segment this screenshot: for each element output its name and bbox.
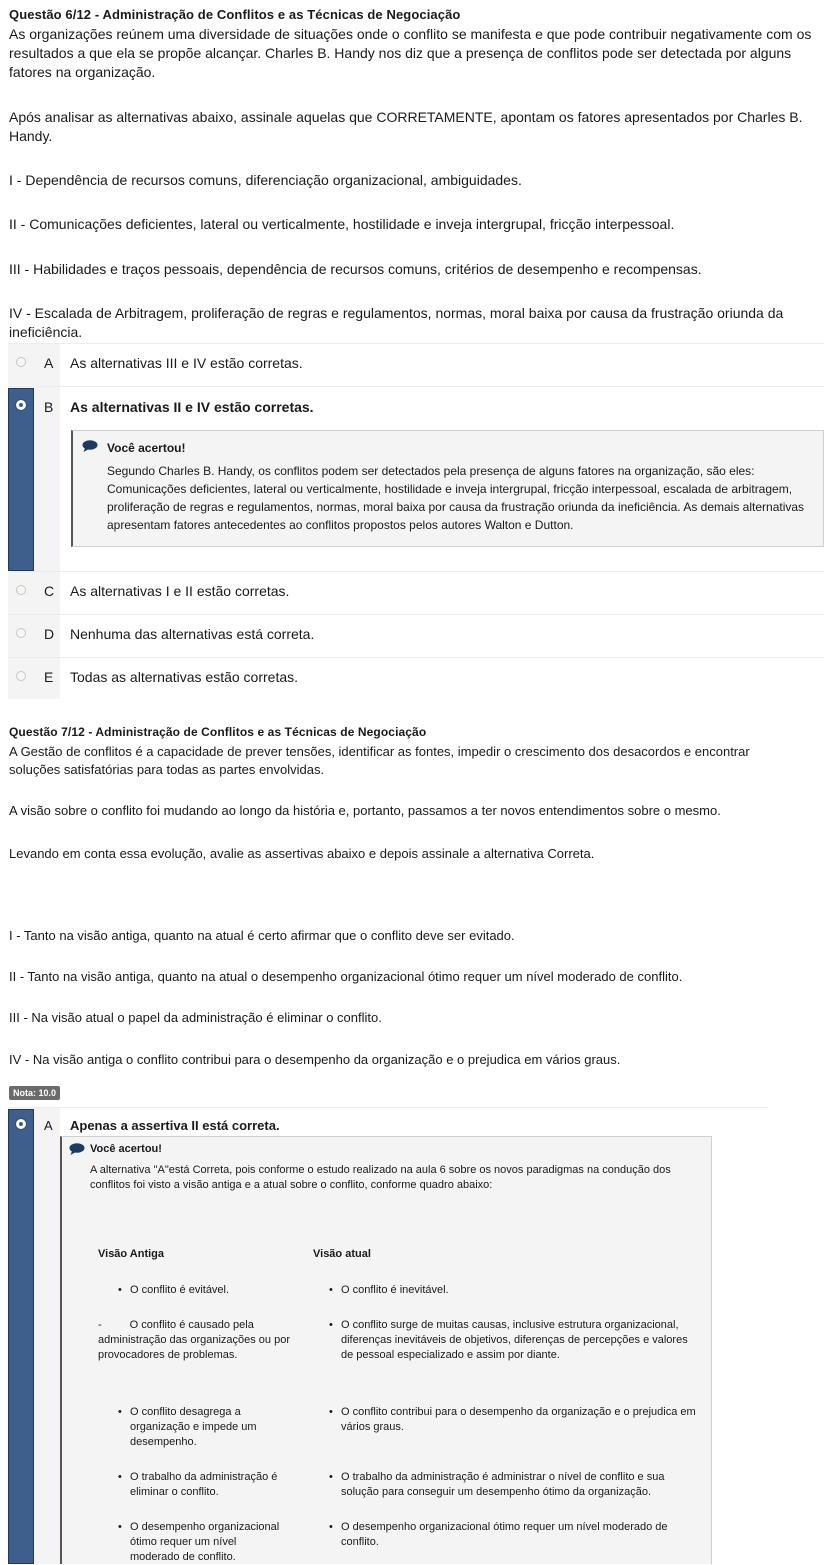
option-a[interactable] bbox=[8, 343, 824, 387]
q7-option-a-letter: A bbox=[44, 1118, 53, 1133]
speech-bubble-icon bbox=[82, 440, 98, 452]
option-b[interactable] bbox=[8, 386, 824, 572]
option-e-letter: E bbox=[44, 669, 54, 685]
q7-feedback-box bbox=[60, 1136, 712, 1564]
option-a-letter: A bbox=[44, 355, 54, 371]
option-b-letter: B bbox=[44, 399, 54, 415]
option-e-text: Todas as alternativas estão corretas. bbox=[70, 669, 299, 685]
assertion-iv: IV - Escalada de Arbitragem, proliferação de regras e regulamentos, normas, moral baixa por causa da frustração oriunda da ineficiência. bbox=[9, 305, 784, 340]
q7-option-a-radio[interactable] bbox=[16, 1119, 26, 1129]
option-d-letter: D bbox=[44, 626, 55, 642]
grade-badge: Nota: 10.0 bbox=[9, 1086, 60, 1100]
old-view-item: • O trabalho da administração é eliminar o conflito. bbox=[118, 1470, 280, 1500]
q7-option-a[interactable] bbox=[8, 1107, 768, 1138]
old-view-heading: Visão Antiga bbox=[98, 1248, 165, 1260]
question-7-title: Questão 7/12 - Administração de Conflitos e as Técnicas de Negociação bbox=[9, 725, 427, 739]
assertion-ii: II - Comunicações deficientes, lateral ou verticalmente, hostilidade e inveja intergrupal, fricção interpessoal. bbox=[9, 216, 675, 232]
q7-feedback-text: A alternativa "A"está Correta, pois conforme o estudo realizado na aula 6 sobre os novos paradigmas na condução dos conflitos foi visto a visão antiga e a atual sobre o conflito, conforme quadro abaixo: bbox=[90, 1164, 671, 1191]
question-7-context: A visão sobre o conflito foi mudando ao longo da história e, portanto, passamos a ter novos entendimentos sobre o mesmo. bbox=[9, 803, 721, 818]
new-view-column bbox=[313, 1247, 703, 1550]
old-view-item: • O desempenho organizacional ótimo requer um nível moderado de conflito. bbox=[118, 1520, 280, 1565]
speech-bubble-icon bbox=[69, 1143, 85, 1155]
new-view-item: • O trabalho da administração é administrar o nível de conflito e sua solução para conseguir um desempenho ótimo da organização. bbox=[329, 1470, 701, 1500]
option-e-radio[interactable] bbox=[16, 671, 26, 681]
old-view-item: • O conflito é evitável. bbox=[118, 1283, 298, 1298]
q7-assertion-i: I - Tanto na visão antiga, quanto na atual é certo afirmar que o conflito deve ser evitado. bbox=[9, 928, 515, 943]
assertion-iii: III - Habilidades e traços pessoais, dependência de recursos comuns, critérios de desempenho e recompensas. bbox=[9, 261, 702, 277]
option-a-text: As alternativas III e IV estão corretas. bbox=[70, 355, 303, 371]
question-6-title: Questão 6/12 - Administração de Conflitos e as Técnicas de Negociação bbox=[9, 7, 461, 22]
option-c-text: As alternativas I e II estão corretas. bbox=[70, 583, 290, 599]
new-view-item: • O conflito surge de muitas causas, inclusive estrutura organizacional, diferenças inevitáveis de objetivos, diferenças de percepções e valores de pessoal especializado e assim por diante. bbox=[329, 1318, 701, 1363]
option-d[interactable] bbox=[8, 614, 824, 658]
q7-option-a-text: Apenas a assertiva II está correta. bbox=[70, 1118, 280, 1133]
question-6-statement: As organizações reúnem uma diversidade de situações onde o conflito se manifesta e que pode contribuir negativamente com os resultados a que ela se propõe alcançar. Charles B. Handy nos diz que a presença de conflitos pode ser detectada por alguns fatores na organização. bbox=[9, 26, 812, 80]
q7-feedback-title: Você acertou! bbox=[90, 1143, 162, 1155]
q7-assertion-iii: III - Na visão atual o papel da administração é eliminar o conflito. bbox=[9, 1010, 382, 1025]
assertion-i: I - Dependência de recursos comuns, diferenciação organizacional, ambiguidades. bbox=[9, 172, 522, 188]
old-view-item-dash: - bbox=[98, 1319, 102, 1331]
new-view-heading: Visão atual bbox=[313, 1248, 371, 1260]
q7-selected-indicator bbox=[8, 1136, 34, 1564]
feedback-text: Segundo Charles B. Handy, os conflitos podem ser detectados pela presença de alguns fatores na organização, são eles: Comunicações deficientes, lateral ou verticalmente, hostilidade e inveja intergrupal, fricção interpessoal, escalada de arbitragem, proliferação de regras e regulamentos, normas, moral baixa por causa da frustração oriunda da ineficiência. As demais alternativas apresentam fatores antecedentes ao conflitos propostos pelos autores Walton e Dutton. bbox=[107, 464, 805, 532]
option-e[interactable] bbox=[8, 657, 824, 699]
option-c[interactable] bbox=[8, 571, 824, 615]
old-view-item: - O conflito é causado pela administração das organizações ou por provocadores de problemas. bbox=[98, 1319, 291, 1361]
new-view-item: • O desempenho organizacional ótimo requer um nível moderado de conflito. bbox=[329, 1520, 701, 1550]
option-d-radio[interactable] bbox=[16, 628, 26, 638]
selected-indicator bbox=[8, 388, 34, 571]
new-view-item: • O conflito contribui para o desempenho da organização e o prejudica em vários graus. bbox=[329, 1405, 701, 1435]
option-a-radio[interactable] bbox=[16, 357, 26, 367]
question-6-instruction: Após analisar as alternativas abaixo, assinale aquelas que CORRETAMENTE, apontam os fatores apresentados por Charles B. Handy. bbox=[9, 109, 803, 144]
option-c-radio[interactable] bbox=[16, 585, 26, 595]
old-view-column bbox=[98, 1247, 298, 1565]
option-b-radio[interactable] bbox=[16, 400, 26, 410]
feedback-title: Você acertou! bbox=[107, 441, 186, 455]
question-7-statement: A Gestão de conflitos é a capacidade de prever tensões, identificar as fontes, impedir o crescimento dos desacordos e encontrar soluções satisfatórias para todas as partes envolvidas. bbox=[9, 744, 750, 777]
old-view-item: • O conflito desagrega a organização e impede um desempenho. bbox=[118, 1405, 280, 1450]
q7-assertion-iv: IV - Na visão antiga o conflito contribui para o desempenho da organização e o prejudica em vários graus. bbox=[9, 1052, 621, 1067]
feedback-box bbox=[71, 430, 824, 547]
new-view-item: • O conflito é inevitável. bbox=[329, 1283, 703, 1298]
q7-assertion-ii: II - Tanto na visão antiga, quanto na atual o desempenho organizacional ótimo requer um nível moderado de conflito. bbox=[9, 969, 683, 984]
question-7-instruction: Levando em conta essa evolução, avalie as assertivas abaixo e depois assinale a alternativa Correta. bbox=[9, 846, 595, 861]
option-c-letter: C bbox=[44, 583, 55, 599]
option-d-text: Nenhuma das alternativas está correta. bbox=[70, 626, 315, 642]
option-b-text: As alternativas II e IV estão corretas. bbox=[70, 399, 314, 415]
